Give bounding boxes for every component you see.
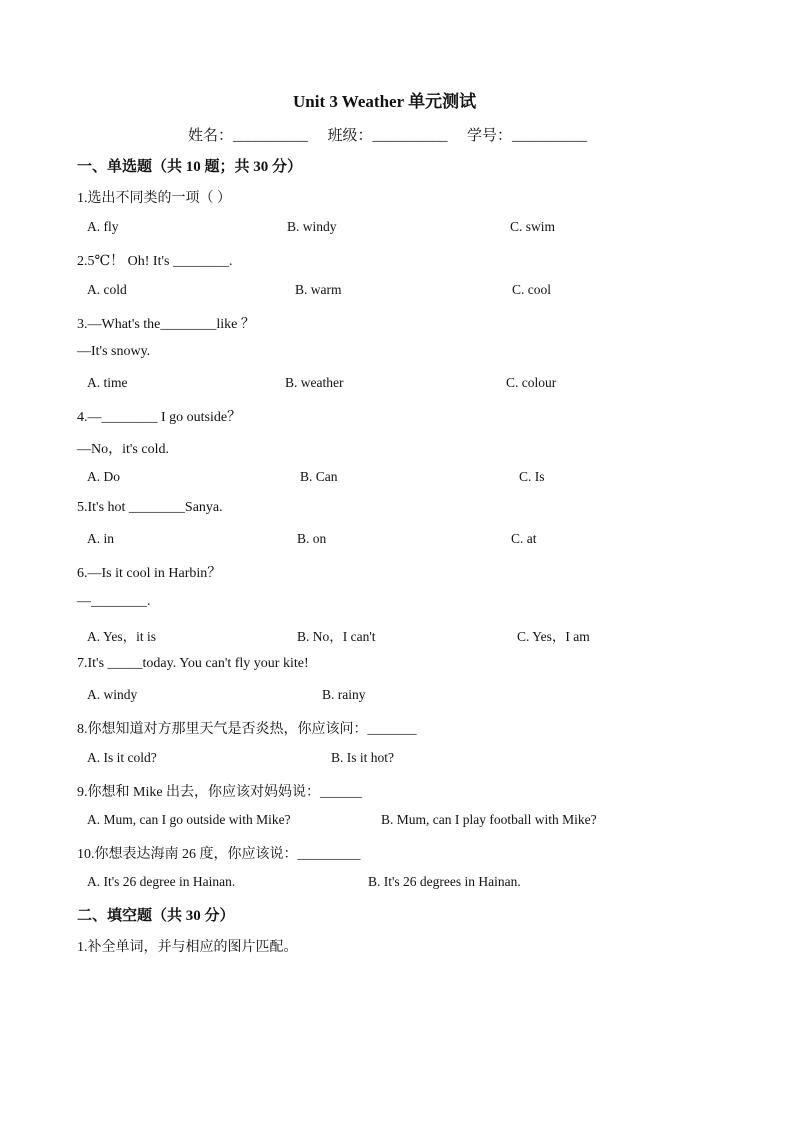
option-b[interactable]: B. rainy [322, 687, 366, 702]
option-a[interactable]: A. It's 26 degree in Hainan. [87, 874, 236, 889]
option-b[interactable]: B. weather [285, 375, 344, 390]
question-stem: 2.5℃！ Oh! It's ________. [77, 254, 233, 269]
option-b[interactable]: B. Mum, can I play football with Mike? [381, 812, 597, 827]
option-a[interactable]: A. time [87, 375, 128, 390]
question-stem: 7.It's _____today. You can't fly your kite! [77, 656, 309, 671]
option-b[interactable]: B. No，I can't [297, 629, 376, 644]
option-a[interactable]: A. in [87, 531, 114, 546]
option-a[interactable]: A. fly [87, 219, 119, 234]
option-b[interactable]: B. windy [287, 219, 337, 234]
option-b[interactable]: B. on [297, 531, 327, 546]
class-label: 班级： [327, 128, 373, 144]
option-a[interactable]: A. windy [87, 687, 138, 702]
option-b[interactable]: B. Can [300, 469, 338, 484]
question-stem: 10.你想表达海南 26 度，你应该说：_________ [77, 847, 361, 862]
page-title: Unit 3 Weather 单元测试 [293, 92, 477, 111]
number-blank[interactable]: __________ [512, 128, 588, 144]
option-a[interactable]: A. Is it cold? [87, 750, 157, 765]
question-stem: 3.—What's the________like ？ [77, 317, 255, 332]
option-a[interactable]: A. cold [87, 282, 127, 297]
name-blank[interactable]: __________ [233, 128, 309, 144]
question-stem: 6.—Is it cool in Harbin？ [77, 566, 222, 581]
option-c[interactable]: C. Yes，I am [517, 629, 590, 644]
question-stem: 9.你想和 Mike 出去，你应该对妈妈说：______ [77, 785, 363, 800]
option-c[interactable]: C. at [511, 531, 537, 546]
question-answer-line: —No，it's cold. [77, 442, 169, 457]
question-stem: 1.补全单词，并与相应的图片匹配。 [77, 940, 298, 955]
option-b[interactable]: B. warm [295, 282, 342, 297]
section-heading: 一、单选题（共 10 题；共 30 分） [77, 159, 303, 175]
class-blank[interactable]: __________ [372, 128, 448, 144]
option-c[interactable]: C. cool [512, 282, 551, 297]
option-a[interactable]: A. Do [87, 469, 120, 484]
question-answer-line: —________. [77, 594, 151, 609]
question-stem: 5.It's hot ________Sanya. [77, 500, 223, 515]
name-label: 姓名： [188, 128, 234, 144]
option-c[interactable]: C. Is [519, 469, 545, 484]
option-b[interactable]: B. Is it hot? [331, 750, 394, 765]
question-stem: 1.选出不同类的一项（ ） [77, 191, 231, 206]
section-heading: 二、填空题（共 30 分） [77, 908, 235, 924]
student-info-line [188, 124, 587, 145]
option-a[interactable]: A. Yes，it is [87, 629, 157, 644]
option-b[interactable]: B. It's 26 degrees in Hainan. [368, 874, 521, 889]
question-stem: 8.你想知道对方那里天气是否炎热，你应该问：_______ [77, 722, 417, 737]
option-c[interactable]: C. colour [506, 375, 557, 390]
option-a[interactable]: A. Mum, can I go outside with Mike? [87, 812, 291, 827]
question-stem: 4.—________ I go outside？ [77, 410, 242, 425]
number-label: 学号： [467, 128, 513, 144]
option-c[interactable]: C. swim [510, 219, 556, 234]
question-answer-line: —It's snowy. [77, 344, 151, 359]
